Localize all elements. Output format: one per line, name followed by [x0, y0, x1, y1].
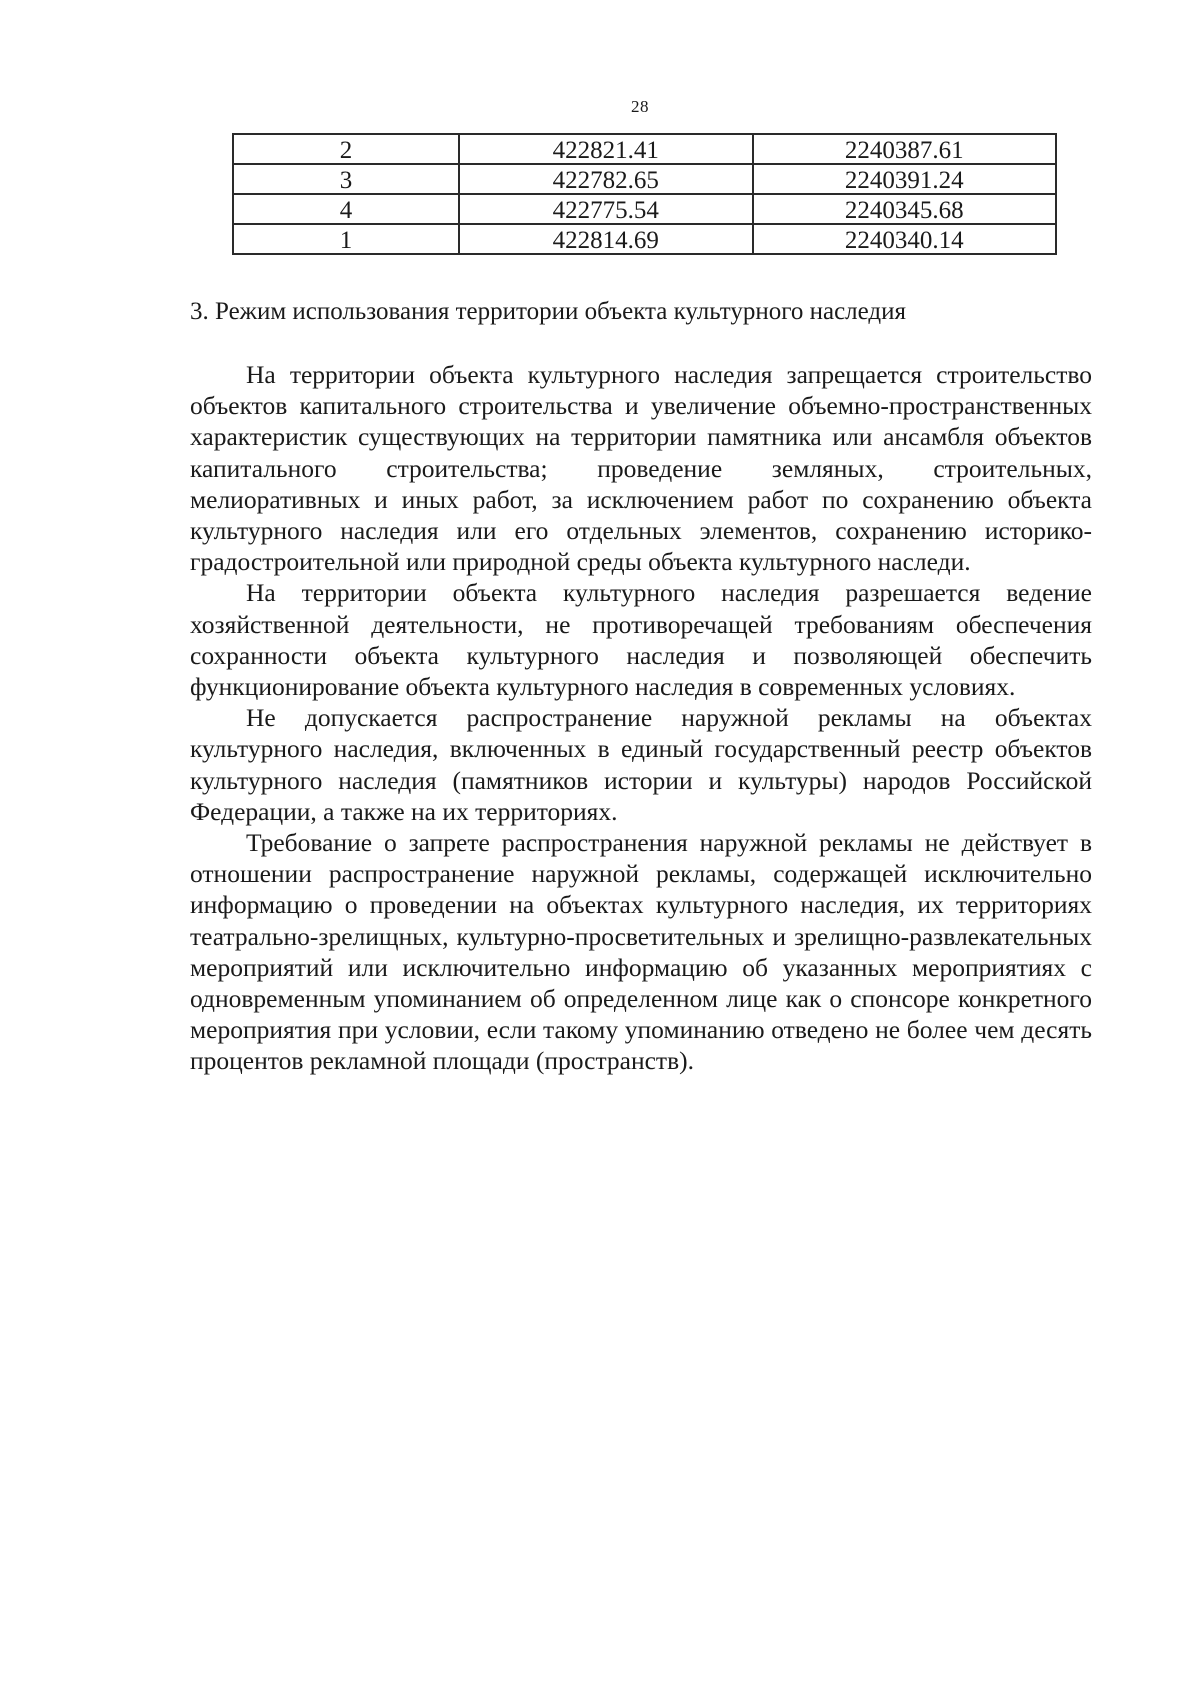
table-row [233, 224, 1056, 254]
table-row [233, 134, 1056, 164]
paragraph: Не допускается распространение наружной рекламы на объектах культурного наследия, включенных в единый государственный реестр объектов культурного наследия (памятников истории и культуры) народов Российской Федерации, а также на их территориях. [190, 703, 1092, 826]
body-text [190, 359, 1092, 1077]
y-coordinate-cell: 2240345.68 [753, 194, 1056, 224]
point-number-cell: 4 [233, 194, 459, 224]
point-number-cell: 1 [233, 224, 459, 254]
section-title: 3. Режим использования территории объекта культурного наследия [190, 298, 907, 325]
y-coordinate-cell: 2240340.14 [753, 224, 1056, 254]
x-coordinate-cell: 422814.69 [459, 224, 752, 254]
coordinates-table [232, 133, 1057, 255]
paragraph: На территории объекта культурного наследия запрещается строительство объектов капитального строительства и увеличение объемно-пространственных характеристик существующих на территории памятника или ансамбля объектов капитального строительства; проведение земляных, строительных, мелиоративных и иных работ, за исключением работ по сохранению объекта культурного наследия или его отдельных элементов, сохранению историко-градостроительной или природной среды объекта культурного наследи. [190, 360, 1092, 577]
paragraph: На территории объекта культурного наследия разрешается ведение хозяйственной деятельности, не противоречащей требованиям обеспечения сохранности объекта культурного наследия и позволяющей обеспечить функционирование объекта культурного наследия в современных условиях. [190, 578, 1092, 702]
table-row [233, 164, 1056, 194]
point-number-cell: 3 [233, 164, 459, 194]
page-number: 28 [631, 97, 649, 116]
table-row [233, 194, 1056, 224]
paragraph: Требование о запрете распространения наружной рекламы не действует в отношении распространение наружной рекламы, содержащей исключительно информацию о проведении на объектах культурного наследия, их территориях театрально-зрелищных, культурно-просветительных и зрелищно-развлекательных мероприятий или исключительно информацию об указанных мероприятиях с одновременным упоминанием об определенном лице как о спонсоре конкретного мероприятия при условии, если такому упоминанию отведено не более чем десять процентов рекламной площади (пространств). [190, 828, 1092, 1076]
y-coordinate-cell: 2240387.61 [753, 134, 1056, 164]
y-coordinate-cell: 2240391.24 [753, 164, 1056, 194]
x-coordinate-cell: 422782.65 [459, 164, 752, 194]
x-coordinate-cell: 422775.54 [459, 194, 752, 224]
point-number-cell: 2 [233, 134, 459, 164]
x-coordinate-cell: 422821.41 [459, 134, 752, 164]
